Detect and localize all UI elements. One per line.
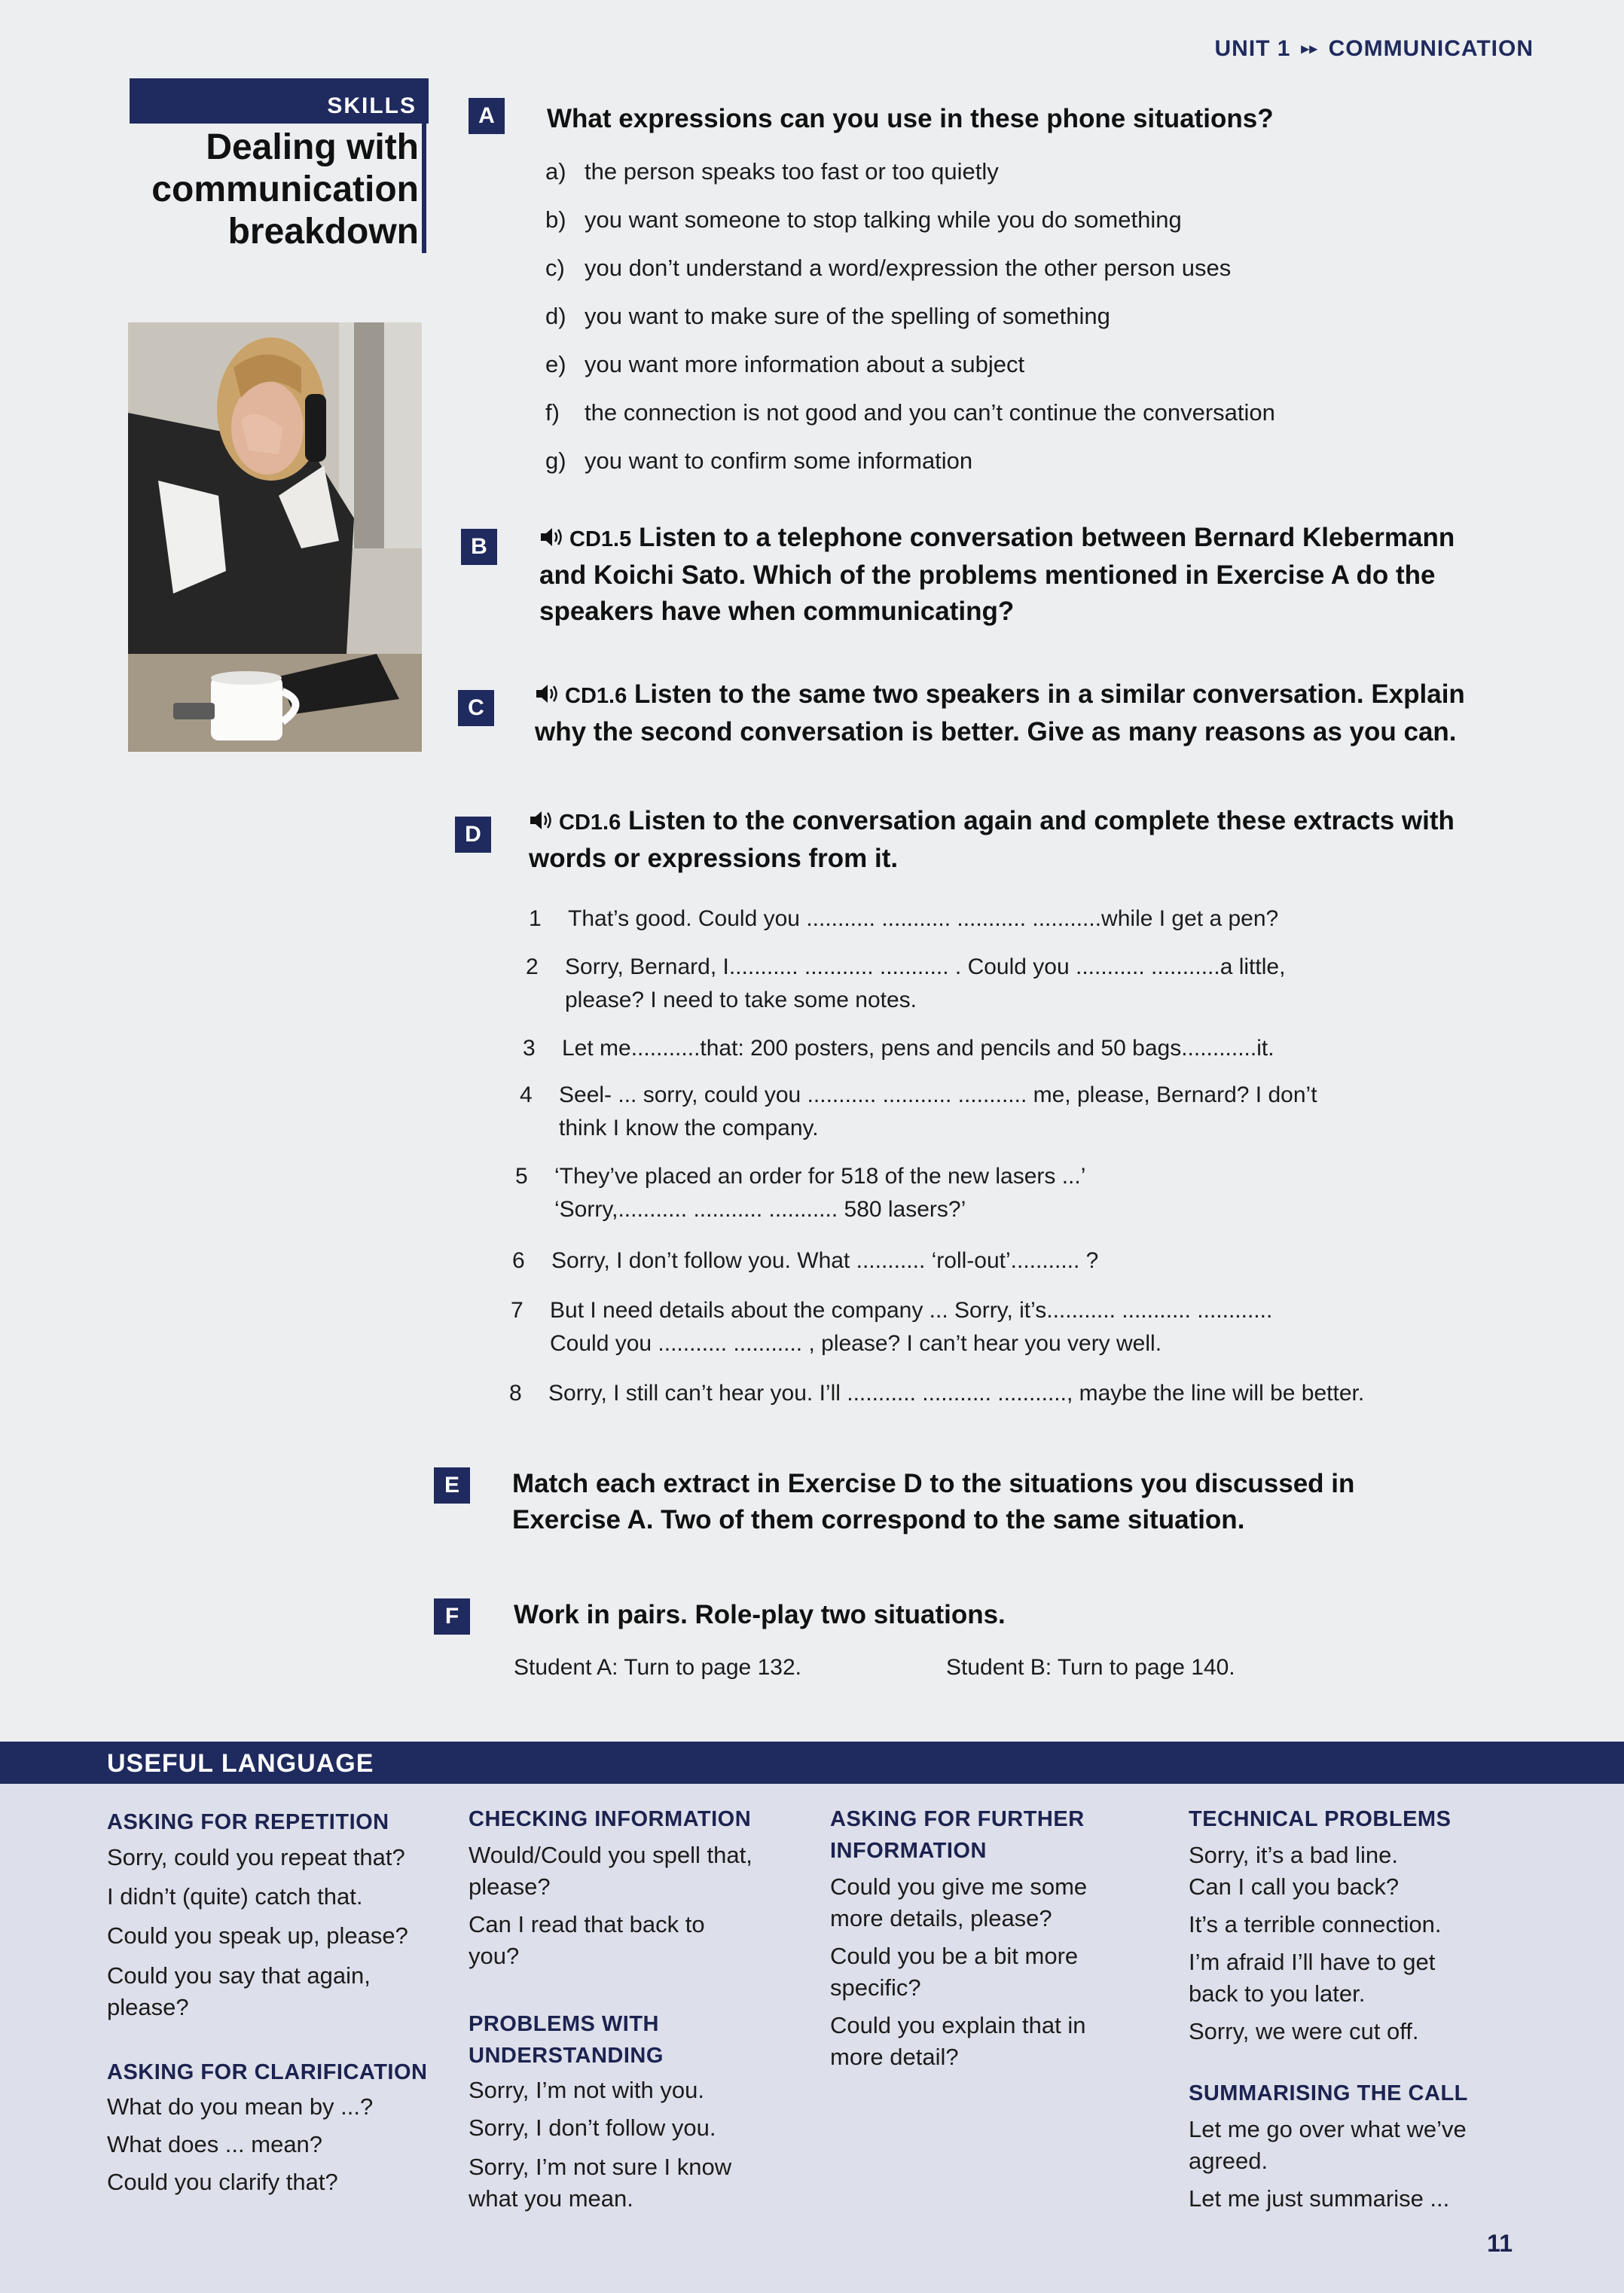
exercise-a-badge: A (469, 98, 505, 134)
skills-title-line: communication (151, 169, 419, 209)
phrase: please? (107, 1994, 189, 2020)
exercise-d-badge: D (455, 817, 491, 853)
useful-col-2 (469, 1803, 752, 2215)
phrase: more details, please? (830, 1905, 1052, 1931)
phrase: I didn’t (quite) catch that. (107, 1883, 363, 1910)
extract-item: 7 But I need details about the company ... Sorry, it’s........... ........... ............ Could you ........... ........... , please? I can’t hear you very well. (511, 1298, 1273, 1356)
exercise-c-question: CD1.6 Listen to the same two speakers in a similar conversation. Explain why the second conversation is better. Give as many reasons as you can. (535, 679, 1465, 747)
skills-title-line: breakdown (227, 212, 419, 252)
section-heading: ASKING FOR FURTHER (830, 1807, 1085, 1831)
phrase: more detail? (830, 2044, 959, 2070)
option-item: f) the connection is not good and you can’t continue the conversation (545, 399, 1275, 426)
extract-item: 6 Sorry, I don’t follow you. What ........... ‘roll-out’........... ? (512, 1248, 1099, 1273)
unit-header (1214, 36, 1534, 62)
section-heading: CHECKING INFORMATION (469, 1807, 752, 1831)
extract-item: 1 That’s good. Could you ........... ........... ........... ...........while I get a pen? (529, 906, 1279, 931)
exercise-d-question: CD1.6 Listen to the conversation again and complete these extracts with words or expressions from it. (529, 806, 1455, 873)
exercise-f-badge: F (434, 1598, 470, 1635)
option-item: d) you want to make sure of the spelling of something (545, 303, 1110, 329)
phrase: It’s a terrible connection. (1189, 1911, 1442, 1937)
phrase: What do you mean by ...? (107, 2093, 374, 2120)
phrase: Sorry, it’s a bad line. (1189, 1842, 1398, 1868)
phrase: Can I read that back to (469, 1911, 705, 1937)
useful-col-1 (107, 1806, 428, 2201)
phrase: please? (469, 1873, 551, 1900)
phrase: you? (469, 1943, 520, 1969)
useful-language-title: USEFUL LANGUAGE (107, 1749, 374, 1778)
section-label: COMMUNICATION (1328, 36, 1534, 61)
phrase: Can I call you back? (1189, 1873, 1400, 1900)
skills-title-line: Dealing with (206, 127, 419, 167)
useful-col-3 (830, 1803, 1087, 2073)
speaker-icon[interactable] (535, 682, 560, 705)
skills-label: SKILLS (130, 78, 429, 124)
section-heading: INFORMATION (830, 1839, 987, 1863)
exercise-e-badge: E (434, 1467, 470, 1504)
student-b-instruction: Student B: Turn to page 140. (946, 1655, 1235, 1680)
section-heading: UNDERSTANDING (469, 2044, 664, 2068)
section-heading: SUMMARISING THE CALL (1189, 2081, 1468, 2105)
exercise-e-question: Match each extract in Exercise D to the situations you discussed in Exercise A. Two of them correspond to the same situation. (512, 1469, 1355, 1534)
option-item: b) you want someone to stop talking while you do something (545, 206, 1182, 233)
option-item: g) you want to confirm some information (545, 447, 973, 474)
double-arrow-icon: ▸▸ (1301, 41, 1318, 57)
cd-track: CD1.6 (559, 811, 621, 835)
exercise-c-badge: C (458, 690, 494, 726)
phrase: Could you explain that in (830, 2012, 1086, 2038)
unit-label: UNIT 1 (1214, 36, 1291, 61)
phrase: agreed. (1189, 2148, 1268, 2174)
option-item: a) the person speaks too fast or too quietly (545, 158, 999, 185)
skills-title (130, 127, 419, 253)
phrase: Let me just summarise ... (1189, 2185, 1450, 2212)
section-heading: TECHNICAL PROBLEMS (1189, 1807, 1452, 1831)
phrase: Could you give me some (830, 1873, 1088, 1900)
exercise-a-question: What expressions can you use in these phone situations? (547, 104, 1274, 133)
phrase: What does ... mean? (107, 2131, 323, 2157)
phrase: Sorry, I’m not sure I know (469, 2154, 732, 2180)
phrase: what you mean. (469, 2185, 633, 2212)
phrase: Could you clarify that? (107, 2169, 338, 2195)
phrase: Let me go over what we’ve (1189, 2116, 1467, 2142)
phrase: Sorry, I don’t follow you. (469, 2114, 716, 2141)
exercise-b-badge: B (461, 529, 497, 565)
cd-track: CD1.5 (569, 527, 632, 551)
exercise-f-question: Work in pairs. Role-play two situations. (514, 1600, 1006, 1629)
phrase: Could you speak up, please? (107, 1922, 408, 1949)
exercise-b-question: CD1.5 Listen to a telephone conversation between Bernard Klebermann and Koichi Sato. Which of the problems mentioned in Exercise A do the speakers have when communicating? (539, 523, 1455, 626)
extract-item: 4 Seel- ... sorry, could you ........... ........... ........... me, please, Bernard? I don’t think I know the company. (520, 1082, 1317, 1140)
phrase: back to you later. (1189, 1980, 1366, 2007)
phrase: Could you be a bit more (830, 1943, 1079, 1969)
speaker-icon[interactable] (529, 809, 554, 832)
phrase: Sorry, we were cut off. (1189, 2018, 1419, 2044)
page-number: 11 (1487, 2230, 1513, 2257)
skills-rule (422, 124, 426, 253)
section-heading: ASKING FOR CLARIFICATION (107, 2060, 428, 2084)
extract-item: 5 ‘They’ve placed an order for 518 of the new lasers ...’ ‘Sorry,........... ........... ........... 580 lasers?’ (515, 1164, 1086, 1222)
phrase: Could you say that again, (107, 1962, 371, 1989)
phrase: I’m afraid I’ll have to get (1189, 1949, 1436, 1975)
phrase: Would/Could you spell that, (469, 1842, 752, 1868)
exercise-a-options (545, 157, 1275, 476)
useful-col-4 (1189, 1803, 1468, 2215)
section-heading: ASKING FOR REPETITION (107, 1810, 389, 1834)
speaker-icon[interactable] (539, 526, 565, 548)
phrase: Sorry, I’m not with you. (469, 2077, 704, 2103)
section-heading: PROBLEMS WITH (469, 2012, 659, 2036)
phrase: specific? (830, 1974, 921, 2001)
cd-track: CD1.6 (565, 684, 627, 708)
extract-item: 3 Let me...........that: 200 posters, pens and pencils and 50 bags............it. (523, 1036, 1274, 1061)
woman-on-phone-photo (128, 322, 422, 752)
option-item: c) you don’t understand a word/expression the other person uses (545, 255, 1232, 281)
phrase: Sorry, could you repeat that? (107, 1844, 405, 1870)
extract-item: 2 Sorry, Bernard, I........... ........... ........... . Could you ........... ...........a little, please? I need to take some notes. (526, 954, 1286, 1012)
student-a-instruction: Student A: Turn to page 132. (514, 1655, 801, 1680)
option-item: e) you want more information about a subject (545, 351, 1025, 377)
extract-item: 8 Sorry, I still can’t hear you. I’ll ........... ........... ..........., maybe the line will be better. (509, 1381, 1365, 1406)
